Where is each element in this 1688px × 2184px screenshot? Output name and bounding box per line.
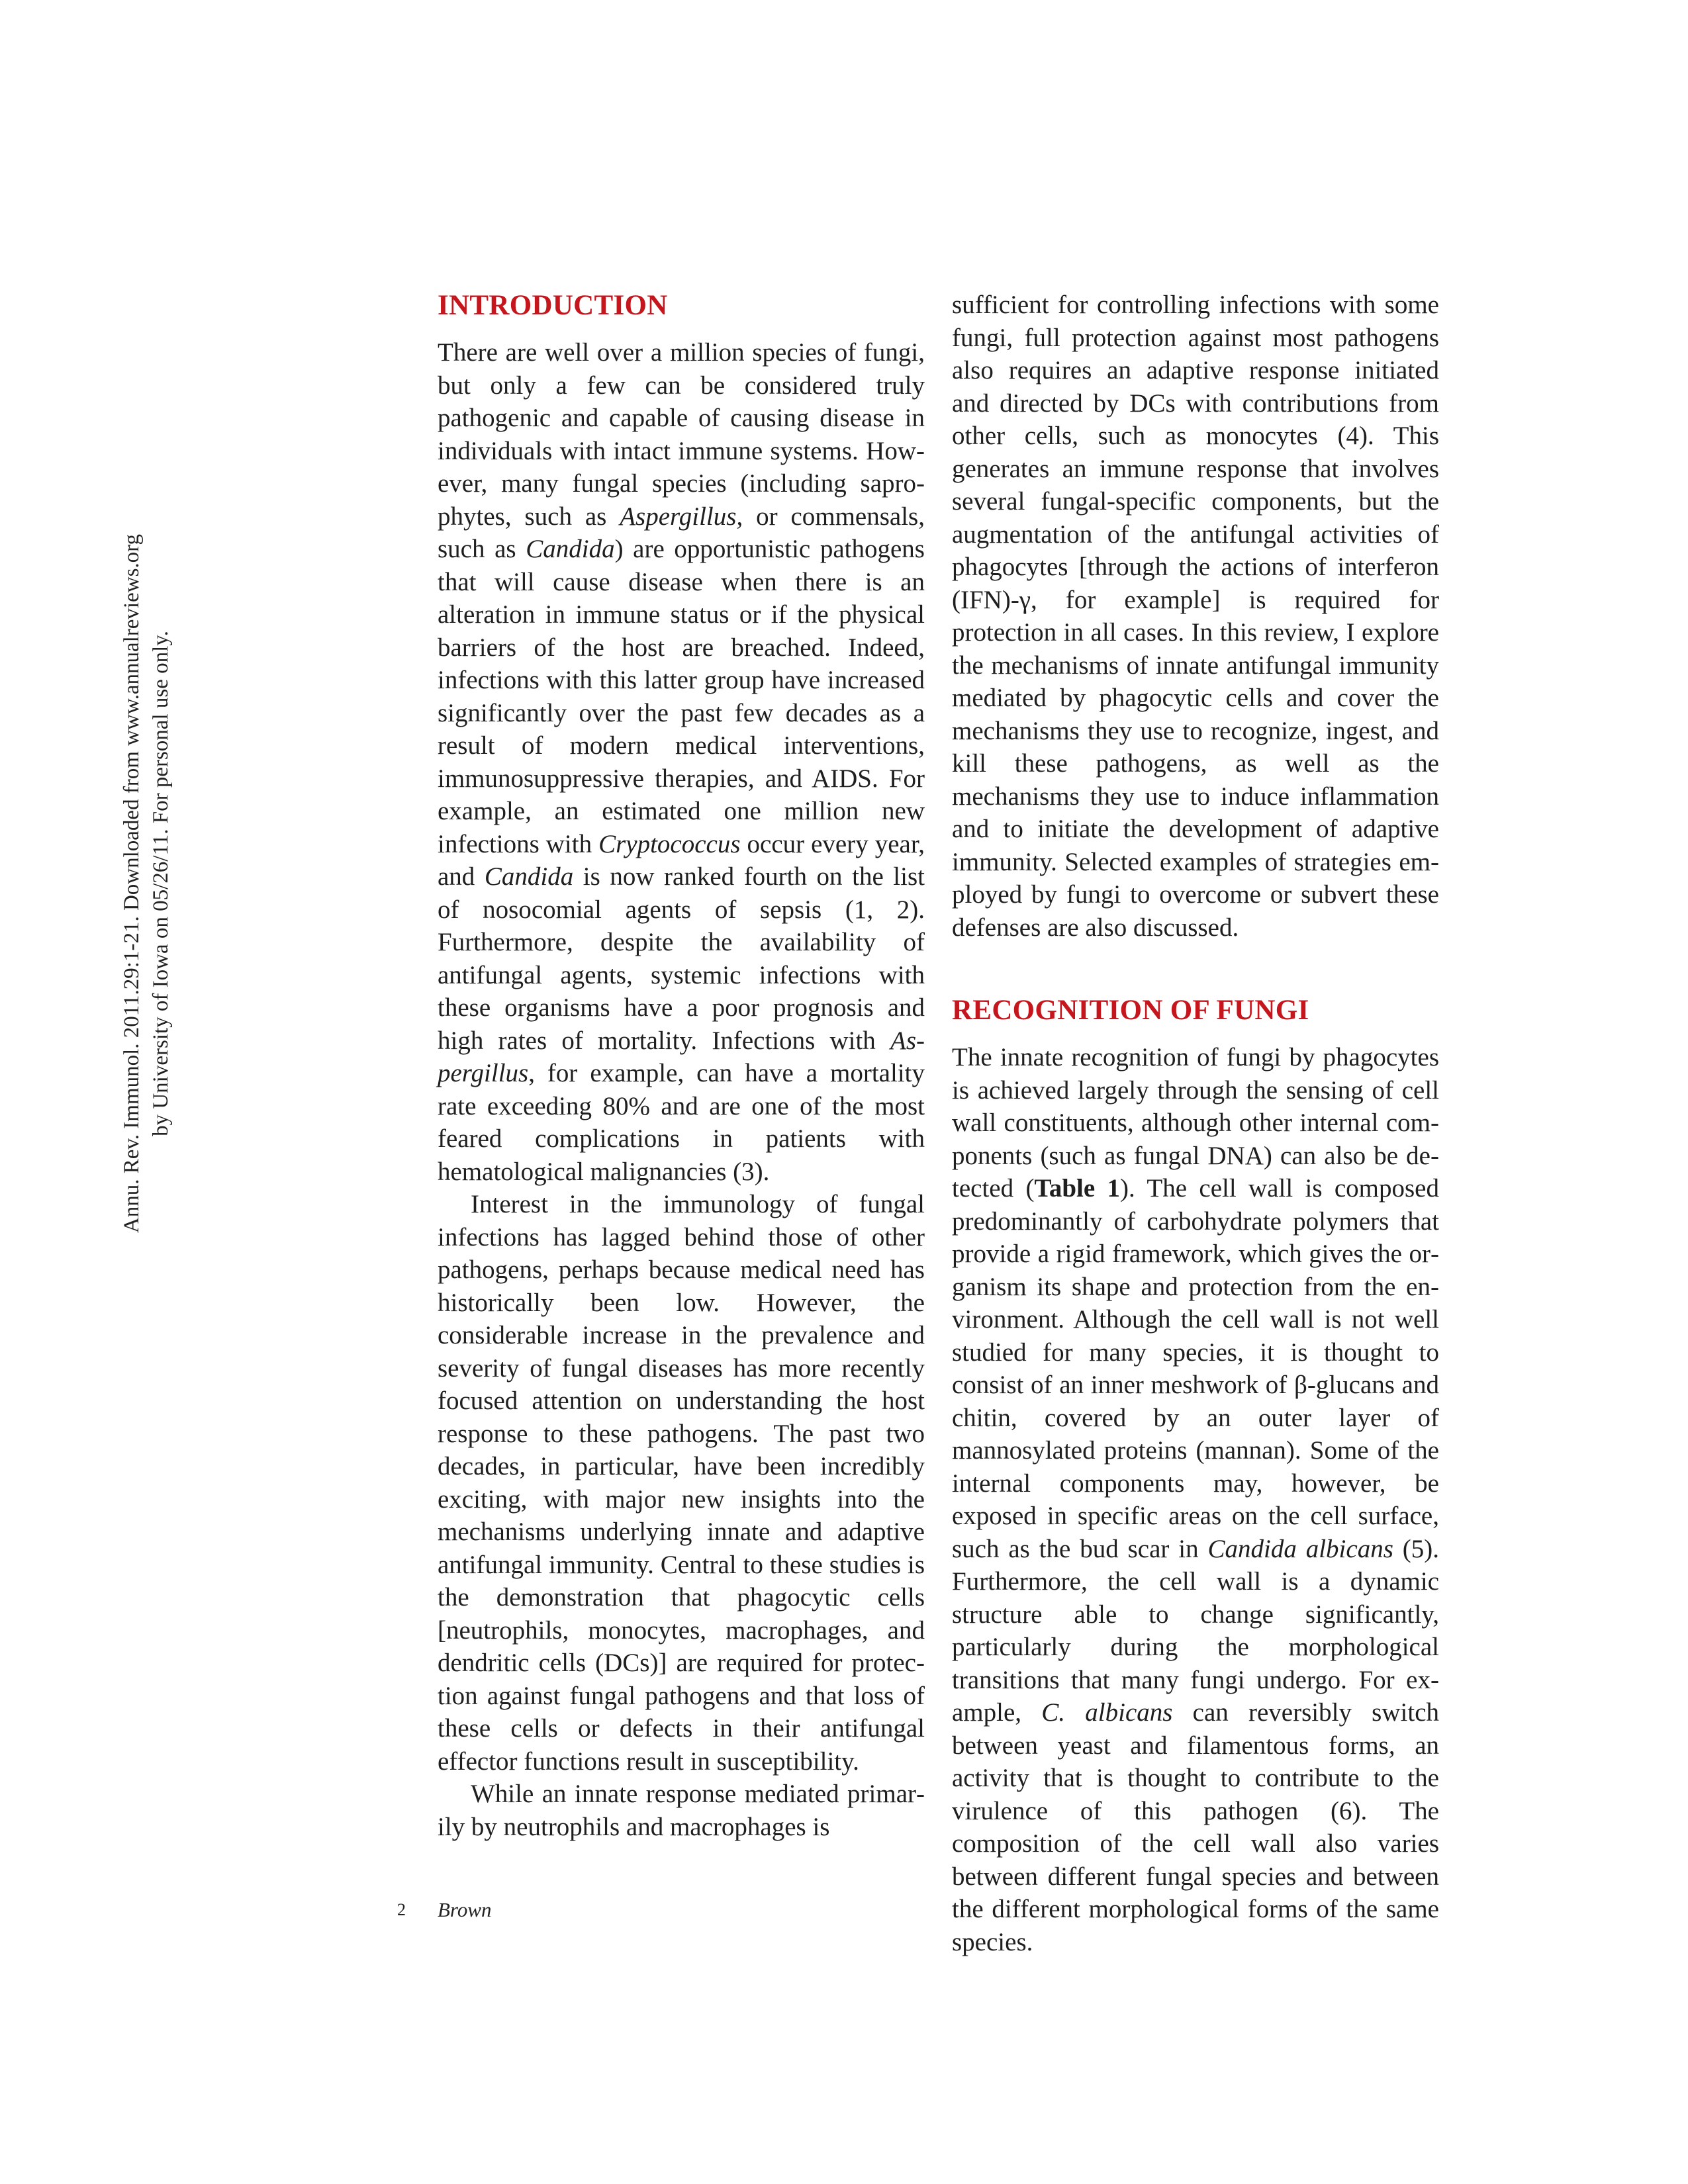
recognition-heading: RECOGNITION OF FUNGI (952, 995, 1309, 1026)
intro-paragraph-3-continued: sufficient for controlling infections with some fungi, full protection against most pathogens also requires an adaptive response initiated and directed by DCs with contributions from other cells, such as monocytes (4). This generates an immune response that involves several fungal-specific components, but the augmentation of the antifungal activities of phagocytes [through the actions of interferon (IFN)-γ, for example] is required for protection in all cases. In this review, I explore the mechanisms of innate antifungal immunity mediated by phagocytic cells and cover the mechanisms they use to recognize, ingest, and kill these pathogens, as well as the mechanisms they use to induce inflammation and to initiate the development of adaptive immunity. Selected examples of strategies employed by fungi to overcome or subvert these defenses are also discussed. (952, 291, 1439, 942)
right-column (952, 289, 1439, 1958)
download-notice-line-1: Annu. Rev. Immunol. 2011.29:1-21. Downloaded from www.annualreviews.org (120, 533, 144, 1234)
page-number: 2 (397, 1900, 406, 1919)
table-reference[interactable]: Table 1 (1034, 1174, 1121, 1203)
intro-paragraph-1: There are well over a million species of fungi, but only a few can be considered truly pathogenic and capable of causing disease in individuals with intact immune systems. However, many fungal species (including saprophytes, such as Aspergillus, or commensals, such as Candida) are opportunistic pathogens that will cause disease when there is an alteration in immune status or if the physical barriers of the host are breached. Indeed, infections with this latter group have increased significantly over the past few decades as a result of modern medical interventions, immunosuppressive therapies, and AIDS. For example, an estimated one million new infections with Cryptococcus occur every year, and Candida is now ranked fourth on the list of nosocomial agents of sepsis (1, 2). Furthermore, despite the availability of antifungal agents, systemic infections with these organisms have a poor prognosis and high rates of mortality. Infections with Aspergillus, for example, can have a mortality rate exceeding 80% and are one of the most feared complications in patients with hematological malignancies (3). (438, 338, 925, 1186)
intro-paragraph-2: Interest in the immunology of fungal infections has lagged behind those of other pathogens, perhaps because medical need has historically been low. However, the considerable increase in the prevalence and severity of fungal diseases has more recently focused attention on understanding the host response to these pathogens. The past two decades, in particular, have been incredibly exciting, with major new insights into the mechanisms underlying innate and adaptive antifungal immunity. Central to these studies is the demonstration that phagocytic cells [neutrophils, monocytes, macrophages, and dendritic cells (DCs)] are required for protection against fungal pathogens and that loss of these cells or defects in their antifungal effector functions result in susceptibility. (438, 1190, 925, 1776)
intro-paragraph-3: While an innate response mediated primarily by neutrophils and macrophages is (438, 1780, 925, 1841)
download-notice (117, 311, 176, 1456)
download-notice-text (117, 311, 175, 1456)
running-author: Brown (438, 1898, 492, 1921)
recognition-paragraph-1: The innate recognition of fungi by phagocytes is achieved largely through the sensing of cell wall constituents, although other internal components (such as fungal DNA) can also be detected (Table 1). The cell wall is composed predominantly of carbohydrate polymers that provide a rigid framework, which gives the organism its shape and protection from the environment. Although the cell wall is not well studied for many species, it is thought to consist of an inner meshwork of β-glucans and chitin, covered by an outer layer of mannosylated proteins (mannan). Some of the internal components may, however, be exposed in specific areas on the cell surface, such as the bud scar in Candida albicans (5). Furthermore, the cell wall is a dynamic structure able to change significantly, particularly during the morphological transitions that many fungi undergo. For example, C. albicans can reversibly switch between yeast and filamentous forms, an activity that is thought to contribute to the virulence of this pathogen (6). The composition of the cell wall also varies between different fungal species and between the different morphological forms of the same species. (952, 1043, 1440, 1956)
introduction-heading: INTRODUCTION (438, 290, 668, 321)
left-column (438, 289, 925, 1843)
download-notice-line-2: by University of Iowa on 05/26/11. For personal use only. (149, 631, 173, 1136)
